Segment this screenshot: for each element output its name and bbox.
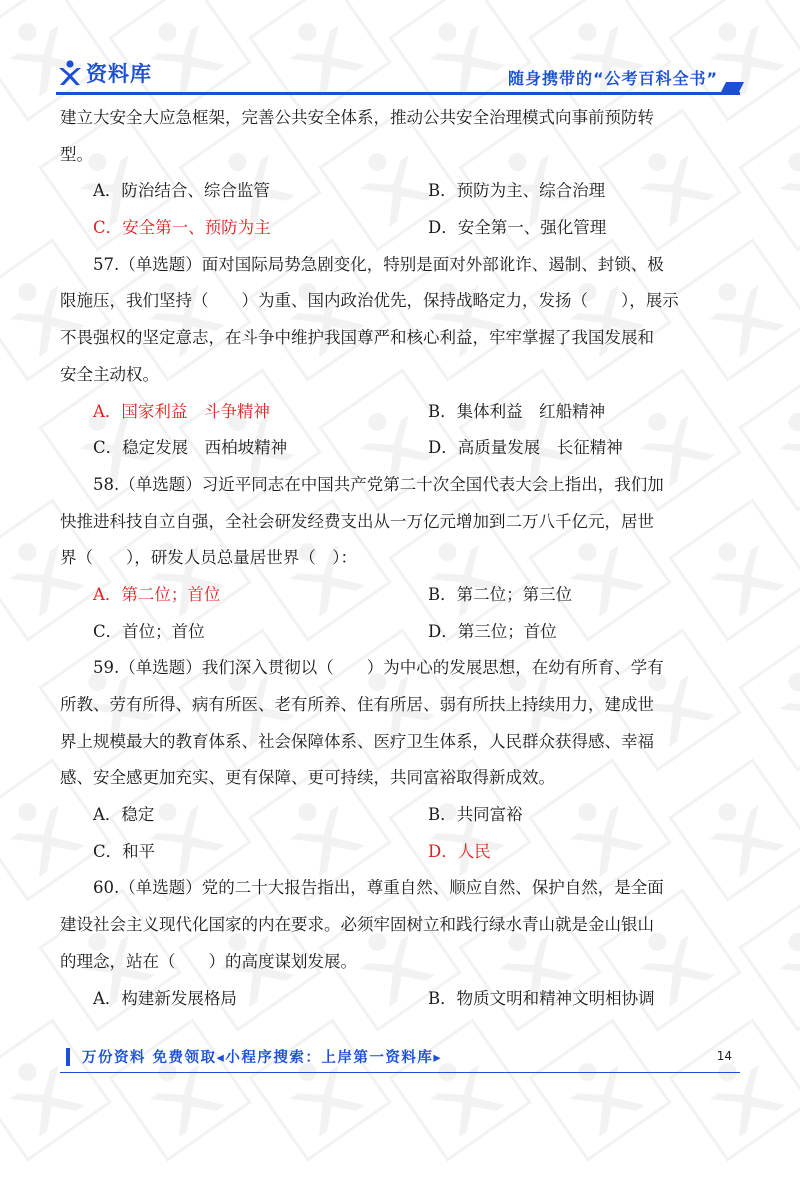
header-slogan: 随身携带的“公考百科全书”: [507, 69, 718, 88]
option-row: [60, 614, 744, 651]
option-d: D．安全第一、强化管理: [428, 218, 607, 238]
watermark-logo-icon: [656, 1006, 800, 1173]
text-line: 不畏强权的坚定意志，在斗争中维护我国尊严和核心利益，牢牢掌握了我国发展和: [60, 328, 654, 348]
footer-divider: [60, 1072, 740, 1073]
page-content: [60, 100, 744, 1017]
option-b: B．预防为主、综合治理: [428, 181, 606, 201]
option-row: [60, 981, 744, 1018]
header-accent-icon: [720, 82, 744, 94]
page-number: 14: [716, 1049, 732, 1063]
option-b: B．集体利益 红船精神: [428, 401, 606, 421]
option-row: [60, 173, 744, 210]
text-line: 快推进科技自立自强，全社会研发经费支出从一万亿元增加到二万八千亿元，居世: [60, 511, 654, 531]
option-b: B．共同富裕: [428, 805, 523, 825]
option-c: C．和平: [93, 841, 156, 861]
watermark-logo-icon: [236, 1006, 403, 1173]
text-line: 建设社会主义现代化国家的内在要求。必须牢固树立和践行绿水青山就是金山银山: [60, 915, 654, 935]
option-d: D．第三位；首位: [428, 621, 557, 641]
text-line: 安全主动权。: [60, 364, 159, 384]
option-row: [60, 210, 744, 247]
option-row: [60, 797, 744, 834]
option-row: [60, 834, 744, 871]
text-line: 型。: [60, 144, 93, 164]
brand-logo: [56, 58, 152, 88]
option-a-answer: A．第二位；首位: [93, 584, 221, 604]
option-c-answer: C．安全第一、预防为主: [93, 218, 271, 238]
option-c: C．首位；首位: [93, 621, 205, 641]
brand-name: 资料库: [86, 62, 152, 86]
text-line: 界上规模最大的教育体系、社会保障体系、医疗卫生体系，人民群众获得感、幸福: [60, 731, 654, 751]
question-60-stem: 60.（单选题）党的二十大报告指出，尊重自然、顺应自然、保护自然，是全面: [93, 878, 664, 898]
text-line: 的理念，站在（ ）的高度谋划发展。: [60, 951, 357, 971]
text-line: 所教、劳有所得、病有所医、老有所养、住有所居、弱有所扶上持续用力，建成世: [60, 695, 654, 714]
option-a: A．防治结合、综合监管: [93, 181, 270, 201]
x-logo-icon: [56, 59, 84, 87]
option-row: [60, 430, 744, 467]
watermark-logo-icon: [376, 1006, 543, 1173]
option-a: A．构建新发展格局: [93, 988, 237, 1008]
option-d-answer: D．人民: [428, 841, 491, 861]
footer-promo-text: 万份资料 免费领取◂小程序搜索：上岸第一资料库▸: [82, 1050, 443, 1066]
question-59-stem: 59.（单选题）我们深入贯彻以（ ）为中心的发展思想，在幼有所育、学有: [93, 658, 664, 678]
question-58-stem: 58.（单选题）习近平同志在中国共产党第二十次全国代表大会上指出，我们加: [93, 474, 664, 494]
option-row: [60, 394, 744, 431]
text-line: 建立大安全大应急框架，完善公共安全体系，推动公共安全治理模式向事前预防转: [60, 108, 654, 127]
text-line: 界（ ），研发人员总量居世界（ ）：: [60, 548, 357, 568]
watermark-logo-icon: [0, 1006, 124, 1173]
text-line: 限施压，我们坚持（ ）为重、国内政治优先，保持战略定力，发扬（ ），展示: [60, 291, 679, 311]
option-b: B．物质文明和精神文明相协调: [428, 988, 655, 1008]
option-c: C．稳定发展 西柏坡精神: [93, 438, 288, 458]
header-divider: [56, 92, 740, 95]
option-row: [60, 577, 744, 614]
text-line: 感、安全感更加充实、更有保障、更可持续，共同富裕取得新成效。: [60, 768, 555, 788]
watermark-logo-icon: [516, 1006, 683, 1173]
option-a: A．稳定: [93, 805, 155, 825]
option-d: D．高质量发展 长征精神: [428, 438, 623, 458]
option-a-answer: A．国家利益 斗争精神: [93, 401, 270, 421]
watermark-logo-icon: [96, 1006, 263, 1173]
option-b: B．第二位；第三位: [428, 584, 573, 604]
page-footer: [60, 1040, 740, 1070]
question-57-stem: 57.（单选题）面对国际局势急剧变化，特别是面对外部讹诈、遏制、封锁、极: [93, 254, 664, 274]
page-header: [0, 0, 800, 100]
footer-accent-bar: [66, 1048, 70, 1066]
